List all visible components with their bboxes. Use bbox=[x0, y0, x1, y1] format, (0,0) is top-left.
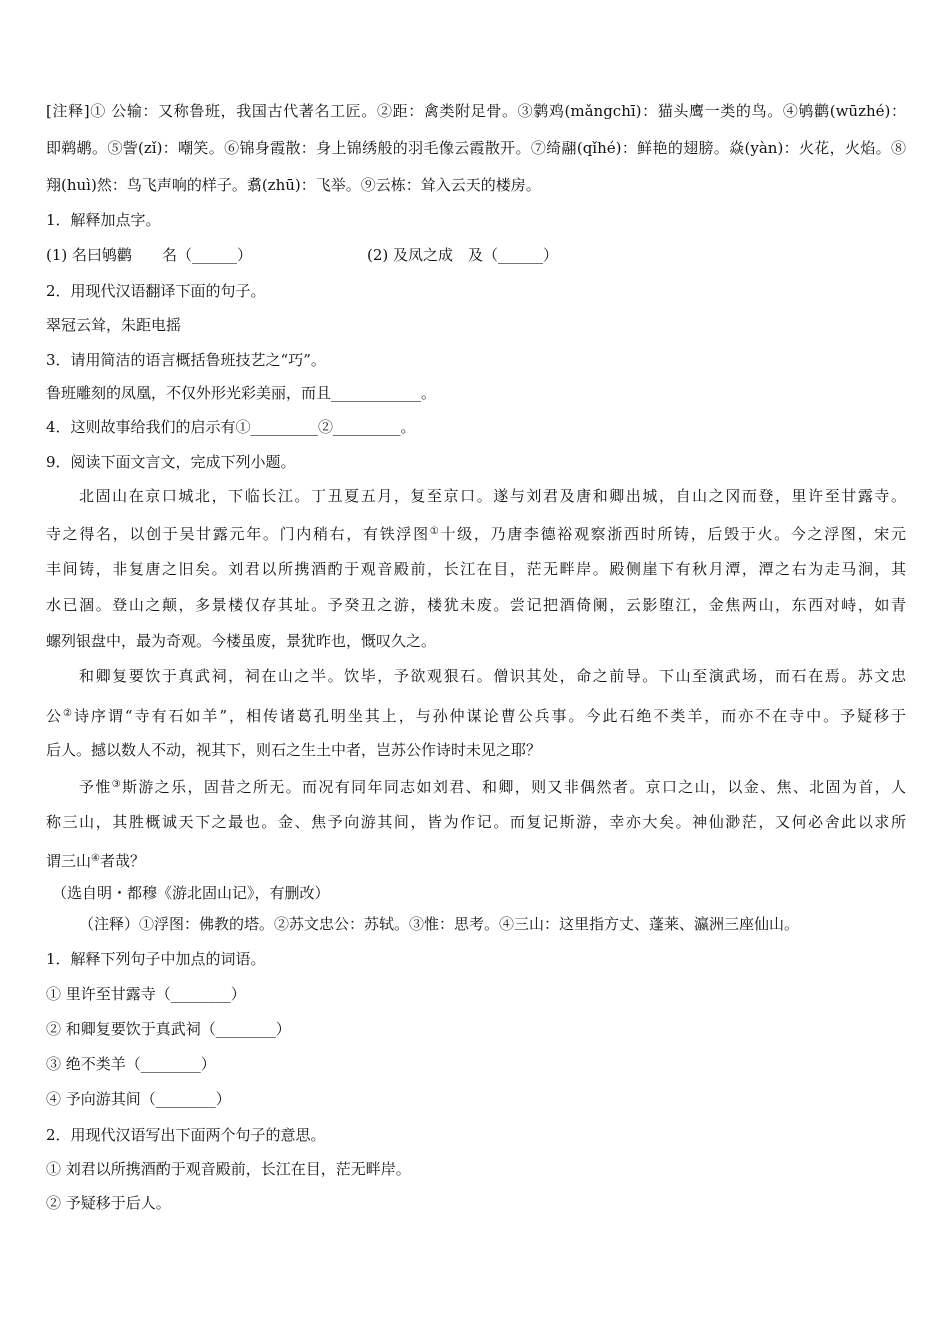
question-1-items bbox=[0, 245, 950, 265]
passage-p1-line-3: 丰间铸，非复唐之旧矣。刘君以所携酒酌于观音殿前，长江在目，茫无畔岸。殿侧崖下有秋月潭，潭之右为走马涧，其 bbox=[46, 560, 906, 578]
footnote-mark-4: ④ bbox=[91, 853, 100, 864]
footnote-mark-3: ③ bbox=[111, 779, 123, 790]
question-1-item-1: ① 里许至甘露寺（________） bbox=[46, 985, 246, 1003]
question-1a: (1) 名曰鸲鹳 名（______） bbox=[46, 246, 253, 264]
question-1-heading: 1．解释加点字。 bbox=[46, 211, 161, 229]
passage-text: 斯游之乐，固昔之所无。而况有同年同志如刘君、和卿，则又非偶然者。京口之山，以金、焦、北固为首，人 bbox=[122, 778, 906, 796]
section-9-question-2: 2．用现代汉语写出下面两个句子的意思。 bbox=[46, 1126, 326, 1144]
question-3-heading: 3．请用简洁的语言概括鲁班技艺之“巧”。 bbox=[46, 351, 326, 369]
passage-text: 寺之得名，以创于吴甘露元年。门内稍右，有铁浮图 bbox=[46, 525, 430, 543]
notes-line-2: 即鹈鹕。⑤訾(zǐ)：嘲笑。⑥锦身霞散：身上锦绣般的羽毛像云霞散开。⑦绮翮(qǐhé)：鲜艳的翅膀。焱(yàn)：火花，火焰。⑧ bbox=[46, 139, 906, 157]
question-1-item-4: ④ 予向游其间（________） bbox=[46, 1090, 231, 1108]
passage-p1-line-4: 水已涸。登山之颠，多景楼仅存其址。予癸丑之游，楼犹未废。尝记把酒倚阑，云影堕江，金焦两山，东西对峙，如青 bbox=[46, 596, 906, 614]
passage-text: 十级，乃唐李德裕观察浙西时所铸，后毁于火。今之浮图，宋元 bbox=[440, 525, 906, 543]
notes-line-1: [注释]① 公输：又称鲁班，我国古代著名工匠。②距：禽类附足骨。③鹲鸡(mǎngchī)：猫头鹰一类的鸟。④鸲鹳(wūzhé)： bbox=[46, 102, 906, 120]
question-2-heading: 2．用现代汉语翻译下面的句子。 bbox=[46, 282, 266, 300]
section-9-heading: 9．阅读下面文言文，完成下列小题。 bbox=[46, 453, 296, 471]
passage-p1-line-5: 螺列银盘中，最为奇观。今楼虽废，景犹昨也，慨叹久之。 bbox=[46, 632, 437, 650]
question-1-item-2: ② 和卿复要饮于真武祠（________） bbox=[46, 1020, 291, 1038]
passage-text: 者哉？ bbox=[99, 852, 145, 870]
passage-text: 谓三山 bbox=[46, 852, 92, 870]
passage-text: 予惟 bbox=[79, 778, 112, 796]
question-2-item-2: ② 予疑移于后人。 bbox=[46, 1194, 171, 1212]
passage-p3-line-3 bbox=[46, 849, 906, 869]
question-1b: (2) 及凤之成 及（______） bbox=[367, 246, 559, 264]
question-2-item-1: ① 刘君以所携酒酌于观音殿前，长江在目，茫无畔岸。 bbox=[46, 1160, 411, 1178]
passage-p2-line-1: 和卿复要饮于真武祠，祠在山之半。饮毕，予欲观狠石。僧识其处，命之前导。下山至演武场，而石在焉。苏文忠 bbox=[79, 667, 906, 685]
passage-text: 公 bbox=[46, 707, 63, 725]
notes-line-3: 翔(huì)然：鸟飞声响的样子。翥(zhū)：飞举。⑨云栋：耸入云天的楼房。 bbox=[46, 176, 541, 194]
passage-source: （选自明・都穆《游北固山记》，有删改） bbox=[52, 884, 330, 902]
passage-p3-line-1 bbox=[79, 775, 906, 795]
passage-p1-line-2 bbox=[46, 522, 906, 542]
passage-p3-line-2: 称三山，其胜概诚天下之最也。金、焦予向游其间，皆为作记。而复记斯游，幸亦大矣。神仙渺茫，又何必舍此以求所 bbox=[46, 813, 906, 831]
section-9-question-1: 1．解释下列句子中加点的词语。 bbox=[46, 950, 266, 968]
question-4: 4．这则故事给我们的启示有①_________②_________。 bbox=[46, 418, 416, 436]
footnote-mark-2: ② bbox=[62, 708, 74, 719]
passage-text: 诗序谓“寺有石如羊”，相传诸葛孔明坐其上，与孙仲谋论曹公兵事。今此石绝不类羊，而亦不在寺中。予疑移于 bbox=[73, 707, 907, 725]
question-2-sentence: 翠冠云耸，朱距电摇 bbox=[46, 316, 182, 334]
passage-p2-line-3: 后人。撼以数人不动，视其下，则石之生土中者，岂苏公作诗时未见之耶？ bbox=[46, 741, 542, 759]
passage-p1-line-1: 北固山在京口城北，下临长江。丁丑夏五月，复至京口。遂与刘君及唐和卿出城，自山之冈而登，里许至甘露寺。 bbox=[79, 487, 906, 505]
question-3-sentence: 鲁班雕刻的凤凰，不仅外形光彩美丽，而且____________。 bbox=[46, 384, 437, 402]
footnote-mark-1: ① bbox=[429, 526, 441, 537]
passage-notes: （注释）①浮图：佛教的塔。②苏文忠公：苏轼。③惟：思考。④三山：这里指方丈、蓬莱、瀛洲三座仙山。 bbox=[79, 915, 800, 933]
passage-p2-line-2 bbox=[46, 704, 906, 724]
question-1-item-3: ③ 绝不类羊（________） bbox=[46, 1055, 216, 1073]
